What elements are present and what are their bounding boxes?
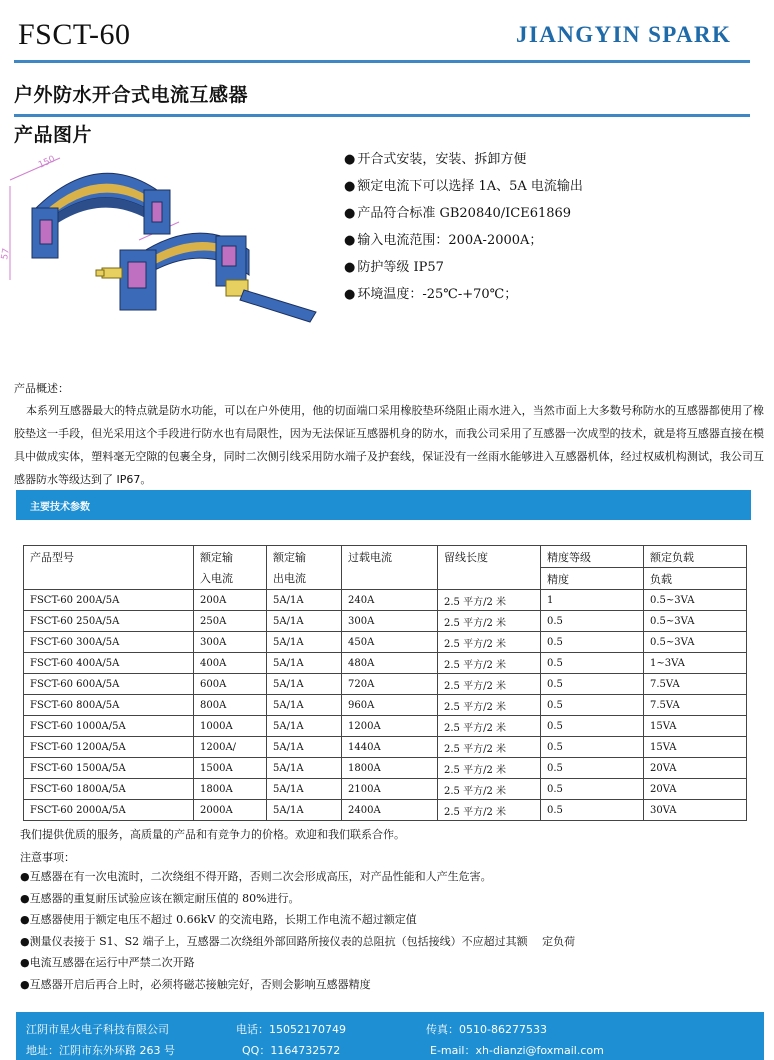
table-cell: FSCT-60 300A/5A xyxy=(24,632,194,653)
footer-company: 江阴市星火电子科技有限公司 xyxy=(26,1023,169,1036)
table-cell: 250A xyxy=(194,611,267,632)
table-cell: 1500A xyxy=(194,758,267,779)
footer-email: E-mail：xh-dianzi@foxmail.com xyxy=(430,1044,604,1057)
table-cell: 30VA xyxy=(644,800,747,821)
table-cell: 5A/1A xyxy=(267,737,342,758)
table-cell: 240A xyxy=(342,590,438,611)
table-cell: 2.5 平方/2 米 xyxy=(438,695,541,716)
table-cell: 2.5 平方/2 米 xyxy=(438,737,541,758)
note-item: ●电流互感器在运行中严禁二次开路 xyxy=(20,956,195,970)
spec-section-title: 主要技术参数 xyxy=(30,502,90,513)
table-cell: 2.5 平方/2 米 xyxy=(438,800,541,821)
note-item: ●测量仪表接于 S1、S2 端子上，互感器二次绕组外部回路所接仪表的总阻抗（包括接线）不应超过其额 定负荷 xyxy=(20,934,576,948)
table-header-row xyxy=(24,546,747,568)
table-cell: 5A/1A xyxy=(267,674,342,695)
table-cell: 0.5~3VA xyxy=(644,590,747,611)
notes-list xyxy=(20,866,575,996)
table-cell: 5A/1A xyxy=(267,695,342,716)
table-cell: 2.5 平方/2 米 xyxy=(438,590,541,611)
header-model: 产品型号 xyxy=(24,546,194,568)
table-cell: 2400A xyxy=(342,800,438,821)
table-cell: 20VA xyxy=(644,758,747,779)
table-cell: 20VA xyxy=(644,779,747,800)
table-cell: 0.5 xyxy=(541,695,644,716)
table-cell: 2.5 平方/2 米 xyxy=(438,779,541,800)
table-row xyxy=(24,758,747,779)
note-item: ●互感器使用于额定电压不超过 0.66kV 的交流电路，长期工作电流不超过额定值 xyxy=(20,913,417,927)
table-cell: 5A/1A xyxy=(267,590,342,611)
lower-shell xyxy=(96,233,316,322)
table-cell: 5A/1A xyxy=(267,779,342,800)
table-row xyxy=(24,800,747,821)
table-cell: 5A/1A xyxy=(267,800,342,821)
table-cell: 0.5~3VA xyxy=(644,632,747,653)
table-row xyxy=(24,779,747,800)
feature-item: ● 开合式安装，安装、拆卸方便 xyxy=(344,152,527,167)
header-accuracy-grade: 精度等级 xyxy=(541,546,644,568)
table-cell: 450A xyxy=(342,632,438,653)
table-cell: FSCT-60 250A/5A xyxy=(24,611,194,632)
overview-label: 产品概述： xyxy=(14,382,69,395)
table-cell: FSCT-60 800A/5A xyxy=(24,695,194,716)
table-cell: FSCT-60 2000A/5A xyxy=(24,800,194,821)
table-cell: 300A xyxy=(342,611,438,632)
feature-item: ● 环境温度：-25℃-+70℃； xyxy=(344,287,518,302)
footer xyxy=(16,1012,764,1060)
spec-section-bar xyxy=(16,490,751,520)
header-lead-length: 留线长度 xyxy=(438,546,541,568)
table-row xyxy=(24,737,747,758)
footer-qq: QQ：1164732572 xyxy=(242,1044,341,1057)
feature-item: ● 输入电流范围：200A-2000A； xyxy=(344,233,543,248)
table-cell: 0.5 xyxy=(541,674,644,695)
note-item: ●互感器的重复耐压试验应该在额定耐压值的 80%进行。 xyxy=(20,891,300,905)
table-subheader-row: 入电流 出电流 精度 负载 xyxy=(24,568,747,590)
table-cell: 1~3VA xyxy=(644,653,747,674)
table-cell: 0.5 xyxy=(541,611,644,632)
footer-phone: 电话：15052170749 xyxy=(236,1023,346,1036)
page-title: 户外防水开合式电流互感器 xyxy=(14,84,249,106)
dimension-label: 57 xyxy=(0,247,12,261)
header-rated-output: 额定输 xyxy=(267,546,342,568)
table-cell: FSCT-60 1800A/5A xyxy=(24,779,194,800)
table-cell: 0.5~3VA xyxy=(644,611,747,632)
table-cell: 0.5 xyxy=(541,716,644,737)
table-cell: 1000A xyxy=(194,716,267,737)
table-cell: 400A xyxy=(194,653,267,674)
footer-address: 地址：江阴市东外环路 263 号 xyxy=(26,1044,175,1057)
header-rated-load: 额定负载 xyxy=(644,546,747,568)
note-item: ●互感器开启后再合上时，必须将磁芯接触完好，否则会影响互感器精度 xyxy=(20,977,371,991)
table-cell: 480A xyxy=(342,653,438,674)
header-rated-input: 额定输 xyxy=(194,546,267,568)
product-model: FSCT-60 xyxy=(18,18,131,51)
brand-logo: JIANGYIN SPARK xyxy=(516,22,732,47)
table-cell: 0.5 xyxy=(541,632,644,653)
table-cell: 2100A xyxy=(342,779,438,800)
table-cell: 5A/1A xyxy=(267,716,342,737)
table-cell: 5A/1A xyxy=(267,758,342,779)
table-cell: 15VA xyxy=(644,737,747,758)
table-row xyxy=(24,632,747,653)
table-cell: 800A xyxy=(194,695,267,716)
table-cell: 5A/1A xyxy=(267,632,342,653)
section-title: 产品图片 xyxy=(14,124,93,146)
table-cell: 0.5 xyxy=(541,800,644,821)
feature-item: ● 额定电流下可以选择 1A、5A 电流输出 xyxy=(344,179,583,194)
spec-table xyxy=(23,545,747,821)
title-rule xyxy=(14,114,750,117)
table-cell: 600A xyxy=(194,674,267,695)
table-cell: 15VA xyxy=(644,716,747,737)
overview-text: 本系列互感器最大的特点就是防水功能，可以在户外使用，他的切面端口采用橡胶垫环绕阻止雨水进入，当然市面上大多数号称防水的互感器都使用了橡胶垫这一手段，但光采用这个手段进行防水也有局限性，因为无法保证互感器机身的防水，而我公司采用了互感器一次成型的技术，就是将互感器直接在模具中做成实体，塑料毫无空隙的包裹全身，同时二次侧引线采用防水端子及护套线，保证没有一丝雨水能够进入互感器机体，经过权威机构测试，我公司互感器防水等级达到了 IP67。 xyxy=(14,404,764,486)
service-note: 我们提供优质的服务，高质量的产品和有竞争力的价格。欢迎和我们联系合作。 xyxy=(20,828,405,841)
table-cell: 1200A xyxy=(342,716,438,737)
table-cell: 0.5 xyxy=(541,737,644,758)
table-row xyxy=(24,674,747,695)
table-cell: 2.5 平方/2 米 xyxy=(438,758,541,779)
table-row xyxy=(24,695,747,716)
table-cell: FSCT-60 1500A/5A xyxy=(24,758,194,779)
table-cell: 1440A xyxy=(342,737,438,758)
table-cell: FSCT-60 200A/5A xyxy=(24,590,194,611)
header-overload: 过载电流 xyxy=(342,546,438,568)
upper-shell xyxy=(32,173,170,258)
table-row xyxy=(24,653,747,674)
table-cell: 7.5VA xyxy=(644,695,747,716)
table-cell: 1 xyxy=(541,590,644,611)
table-cell: 2000A xyxy=(194,800,267,821)
table-row xyxy=(24,716,747,737)
table-cell: 0.5 xyxy=(541,758,644,779)
table-cell: FSCT-60 600A/5A xyxy=(24,674,194,695)
table-cell: 960A xyxy=(342,695,438,716)
table-cell: FSCT-60 1000A/5A xyxy=(24,716,194,737)
table-cell: 0.5 xyxy=(541,779,644,800)
table-cell: 1800A xyxy=(342,758,438,779)
table-row xyxy=(24,590,747,611)
table-cell: 720A xyxy=(342,674,438,695)
notes-title: 注意事项： xyxy=(20,851,75,864)
table-cell: 7.5VA xyxy=(644,674,747,695)
table-cell: FSCT-60 400A/5A xyxy=(24,653,194,674)
table-cell: 2.5 平方/2 米 xyxy=(438,653,541,674)
table-cell: 2.5 平方/2 米 xyxy=(438,674,541,695)
feature-item: ● 防护等级 IP57 xyxy=(344,260,444,275)
table-cell: 5A/1A xyxy=(267,653,342,674)
dimension-label: 150 xyxy=(37,154,57,171)
table-cell: 1800A xyxy=(194,779,267,800)
table-row xyxy=(24,611,747,632)
table-cell: 2.5 平方/2 米 xyxy=(438,716,541,737)
table-cell: 2.5 平方/2 米 xyxy=(438,611,541,632)
header-rule xyxy=(14,60,750,63)
table-cell: 200A xyxy=(194,590,267,611)
table-cell: FSCT-60 1200A/5A xyxy=(24,737,194,758)
table-cell: 5A/1A xyxy=(267,611,342,632)
feature-item: ● 产品符合标准 GB20840/ICE61869 xyxy=(344,206,572,221)
footer-fax: 传真：0510-86277533 xyxy=(426,1023,547,1036)
table-cell: 1200A/ xyxy=(194,737,267,758)
feature-list xyxy=(344,150,583,312)
product-image xyxy=(0,150,334,325)
table-cell: 2.5 平方/2 米 xyxy=(438,632,541,653)
note-item: ●互感器在有一次电流时，二次绕组不得开路，否则二次会形成高压，对产品性能和人产生危害。 xyxy=(20,870,492,883)
table-cell: 300A xyxy=(194,632,267,653)
table-cell: 0.5 xyxy=(541,653,644,674)
